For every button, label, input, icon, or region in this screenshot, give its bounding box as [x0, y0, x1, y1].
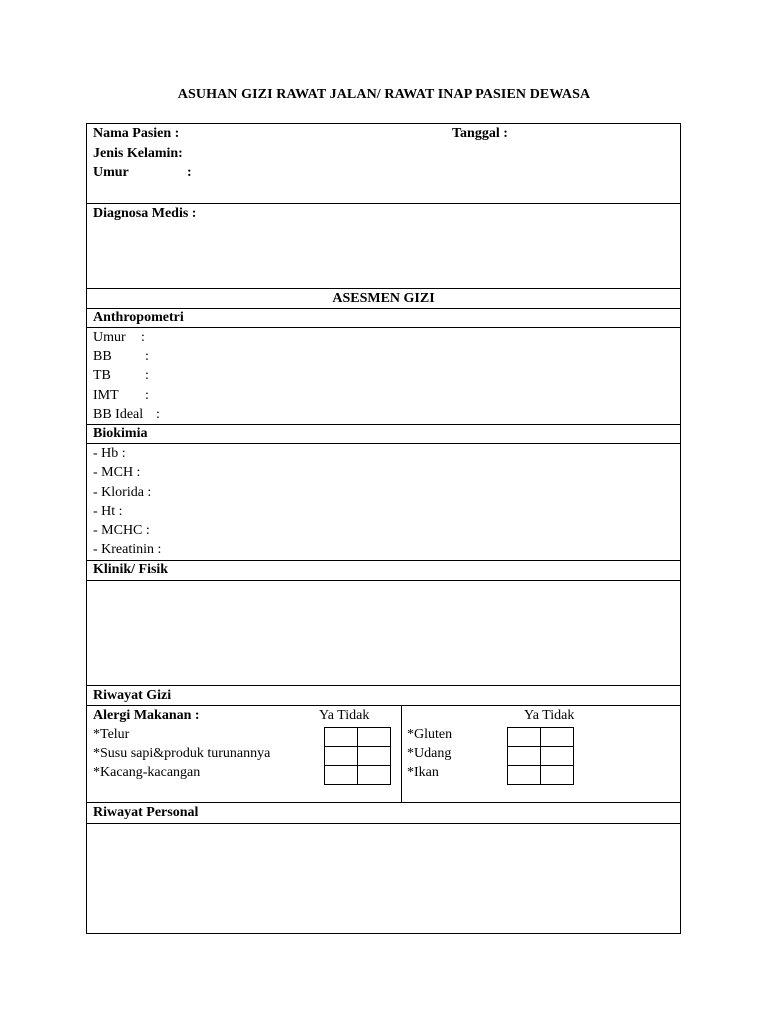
clinical-heading: Klinik/ Fisik — [93, 562, 169, 577]
anthro-height-colon: : — [145, 368, 149, 383]
checkbox-fish-tidak[interactable] — [541, 766, 574, 785]
allergy-shrimp: *Udang — [407, 746, 452, 761]
personal-history-heading-row — [87, 802, 680, 823]
nutrition-assessment-form — [86, 123, 681, 934]
anthro-age-colon: : — [141, 330, 145, 345]
checkbox-egg-ya[interactable] — [325, 728, 358, 747]
diagnosis-field[interactable]: Diagnosa Medis : — [93, 206, 197, 221]
patient-identity-section — [87, 124, 680, 203]
nutrition-history-heading: Riwayat Gizi — [93, 688, 172, 703]
lab-kreatinin[interactable]: - Kreatinin : — [93, 542, 162, 557]
age-field-label[interactable]: Umur — [93, 165, 129, 180]
checkbox-milk-tidak[interactable] — [358, 747, 391, 766]
checkbox-gluten-ya[interactable] — [508, 728, 541, 747]
lab-mch[interactable]: - MCH : — [93, 465, 141, 480]
anthropometry-heading-row — [87, 308, 680, 327]
lab-ht[interactable]: - Ht : — [93, 504, 123, 519]
anthropometry-fields — [87, 327, 680, 424]
checkbox-nuts-ya[interactable] — [325, 766, 358, 785]
biochemistry-heading: Biokimia — [93, 426, 148, 441]
biochemistry-fields — [87, 443, 680, 560]
lab-hb[interactable]: - Hb : — [93, 446, 126, 461]
date-field[interactable]: Tanggal : — [452, 126, 508, 141]
nutrition-history-heading-row — [87, 685, 680, 705]
checkbox-gluten-tidak[interactable] — [541, 728, 574, 747]
biochemistry-heading-row — [87, 424, 680, 443]
checkbox-egg-tidak[interactable] — [358, 728, 391, 747]
anthro-bmi-label[interactable]: IMT — [93, 388, 119, 403]
checkbox-shrimp-tidak[interactable] — [541, 747, 574, 766]
checkbox-nuts-tidak[interactable] — [358, 766, 391, 785]
patient-name-field[interactable]: Nama Pasien : — [93, 126, 180, 141]
allergy-gluten: *Gluten — [407, 727, 453, 742]
lab-mchc[interactable]: - MCHC : — [93, 523, 150, 538]
allergy-column-divider — [401, 706, 402, 802]
food-allergy-section — [87, 705, 680, 802]
left-allergy-checkbox-grid — [324, 727, 391, 785]
right-allergy-checkbox-grid — [507, 727, 574, 785]
anthro-height-label[interactable]: TB — [93, 368, 111, 383]
document-title: ASUHAN GIZI RAWAT JALAN/ RAWAT INAP PASIEN DEWASA — [177, 87, 591, 102]
anthro-age-label[interactable]: Umur — [93, 330, 126, 345]
checkbox-shrimp-ya[interactable] — [508, 747, 541, 766]
anthro-weight-colon: : — [145, 349, 149, 364]
diagnosis-section — [87, 203, 680, 288]
allergy-nuts: *Kacang-kacangan — [93, 765, 201, 780]
personal-history-notes-area[interactable] — [87, 823, 680, 933]
checkbox-fish-ya[interactable] — [508, 766, 541, 785]
lab-klorida[interactable]: - Klorida : — [93, 485, 152, 500]
anthro-weight-label[interactable]: BB — [93, 349, 112, 364]
assessment-heading-row — [87, 288, 680, 308]
anthro-ideal-weight-colon: : — [156, 407, 160, 422]
age-field-colon: : — [187, 165, 192, 180]
allergy-fish: *Ikan — [407, 765, 439, 780]
anthro-bmi-colon: : — [145, 388, 149, 403]
left-ya-tidak-header: Ya Tidak — [319, 708, 370, 723]
gender-field[interactable]: Jenis Kelamin: — [93, 146, 183, 161]
checkbox-milk-ya[interactable] — [325, 747, 358, 766]
clinical-notes-area[interactable] — [87, 580, 680, 685]
anthropometry-heading: Anthropometri — [93, 310, 184, 325]
right-ya-tidak-header: Ya Tidak — [524, 708, 575, 723]
clinical-heading-row — [87, 560, 680, 580]
anthro-ideal-weight-label[interactable]: BB Ideal — [93, 407, 144, 422]
food-allergy-label: Alergi Makanan : — [93, 708, 200, 723]
personal-history-heading: Riwayat Personal — [93, 805, 199, 820]
allergy-milk: *Susu sapi&produk turunannya — [93, 746, 271, 761]
allergy-egg: *Telur — [93, 727, 130, 742]
assessment-heading: ASESMEN GIZI — [332, 291, 435, 306]
